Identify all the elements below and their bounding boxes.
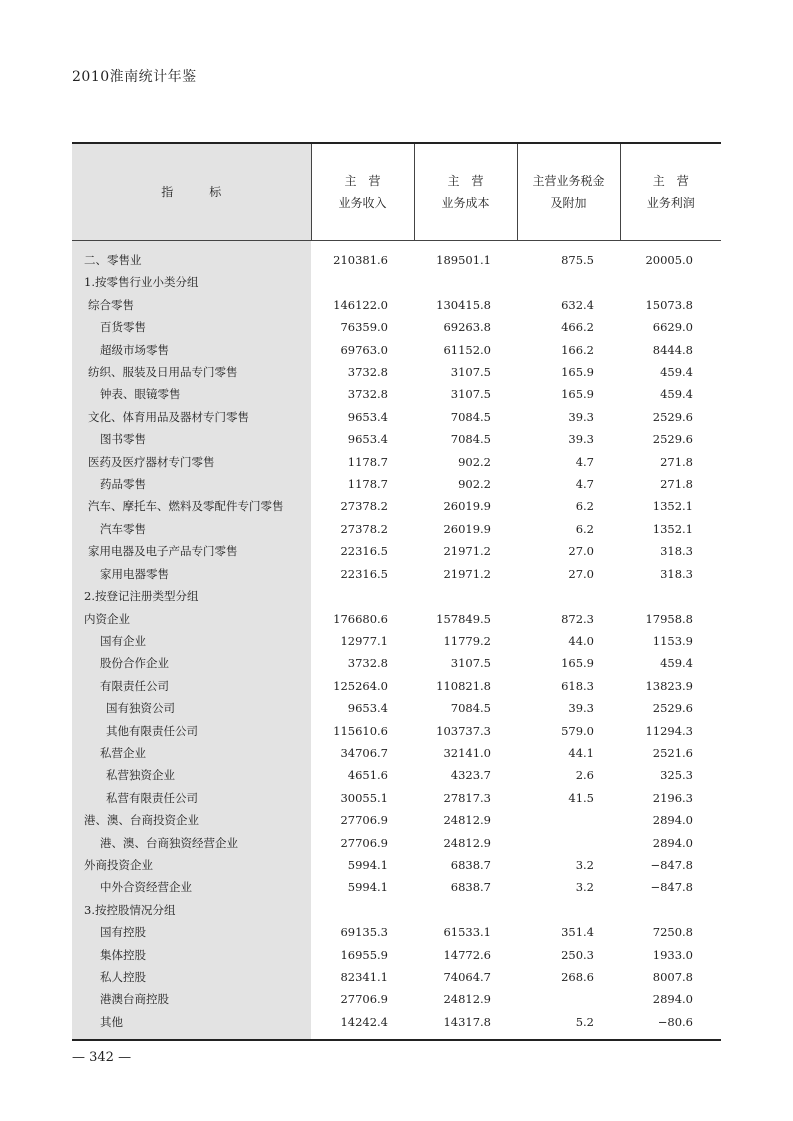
- row-label: 家用电器零售: [100, 566, 169, 581]
- row-label: 私营独资企业: [106, 768, 175, 783]
- table-row: [72, 787, 721, 809]
- statistics-table: [72, 144, 721, 1039]
- row-label: 国有控股: [100, 925, 146, 940]
- cell-value: −80.6: [657, 1014, 693, 1029]
- cell-value: 103737.3: [436, 723, 491, 738]
- cell-value: 3107.5: [450, 656, 491, 671]
- cell-value: 9653.4: [347, 701, 388, 716]
- cell-value: 6838.7: [450, 880, 491, 895]
- table-row: [72, 899, 721, 921]
- cell-value: [414, 271, 517, 293]
- cell-value: 61152.0: [443, 342, 491, 357]
- cell-value: 27378.2: [340, 499, 388, 514]
- cell-value: 3.2: [575, 880, 594, 895]
- table-row: [72, 608, 721, 630]
- column-header-3-line-1: 主营业务税金: [532, 174, 605, 188]
- table-header: [72, 144, 721, 241]
- cell-value: 2529.6: [652, 432, 693, 447]
- column-header-4-line-2: 业务利润: [646, 196, 695, 210]
- table-row: [72, 854, 721, 876]
- cell-value: 69135.3: [340, 925, 388, 940]
- cell-value: 2894.0: [652, 835, 693, 850]
- cell-value: 271.8: [660, 454, 693, 469]
- cell-value: 39.3: [568, 701, 594, 716]
- cell-value: 27706.9: [340, 813, 388, 828]
- cell-value: 125264.0: [333, 678, 388, 693]
- cell-value: 82341.1: [340, 970, 388, 984]
- cell-value: 27378.2: [340, 521, 388, 536]
- cell-value: 22316.5: [340, 544, 388, 559]
- table-row: [72, 495, 721, 517]
- table-header-row: [72, 144, 721, 241]
- cell-value: 27706.9: [340, 992, 388, 1007]
- row-label: 纺织、服装及日用品专门零售: [88, 365, 238, 380]
- cell-value: 268.6: [561, 970, 594, 984]
- cell-value: 26019.9: [443, 521, 491, 536]
- cell-value: 8007.8: [652, 970, 693, 984]
- cell-value: 32141.0: [443, 745, 491, 760]
- column-header-3-line-2: 及附加: [550, 196, 587, 210]
- row-label: 综合零售: [88, 297, 134, 312]
- cell-value: 2196.3: [652, 790, 693, 805]
- cell-value: 2521.6: [652, 745, 693, 760]
- row-label: 图书零售: [100, 432, 146, 447]
- table-row: [72, 832, 721, 854]
- cell-value: 17958.8: [645, 611, 693, 626]
- cell-value: 26019.9: [443, 499, 491, 514]
- cell-value: 3107.5: [450, 365, 491, 380]
- cell-value: [311, 271, 414, 293]
- cell-value: 146122.0: [333, 297, 388, 312]
- cell-value: −847.8: [650, 880, 693, 895]
- row-label: 私营有限责任公司: [106, 790, 198, 805]
- row-label: 超级市场零售: [100, 342, 169, 357]
- cell-value: 27.0: [568, 544, 594, 559]
- row-label: 港、澳、台商投资企业: [84, 813, 199, 828]
- cell-value: 165.9: [561, 387, 594, 402]
- cell-value: 459.4: [660, 656, 693, 671]
- cell-value: 1352.1: [652, 499, 693, 514]
- table-row: [72, 585, 721, 607]
- cell-value: 1153.9: [652, 633, 693, 648]
- cell-value: 27.0: [568, 566, 594, 581]
- row-label: 1.按零售行业小类分组: [84, 275, 199, 290]
- cell-value: 165.9: [561, 365, 594, 380]
- cell-value: 21971.2: [443, 544, 491, 559]
- row-label: 港、澳、台商独资经营企业: [100, 835, 238, 850]
- table-row: [72, 271, 721, 293]
- cell-value: 27706.9: [340, 835, 388, 850]
- cell-value: 2894.0: [652, 992, 693, 1007]
- page-number: — 342 —: [72, 1050, 132, 1065]
- row-label: 有限责任公司: [100, 678, 169, 693]
- cell-value: 115610.6: [333, 723, 388, 738]
- cell-value: 351.4: [561, 925, 594, 940]
- table-row: [72, 406, 721, 428]
- cell-value: [517, 271, 620, 293]
- table-row: [72, 518, 721, 540]
- row-label: 其他有限责任公司: [106, 723, 198, 738]
- cell-value: [517, 988, 620, 1010]
- cell-value: 902.2: [458, 454, 491, 469]
- cell-value: 271.8: [660, 477, 693, 492]
- cell-value: 872.3: [561, 611, 594, 626]
- table-row: [72, 720, 721, 742]
- cell-value: 1352.1: [652, 521, 693, 536]
- cell-value: 11779.2: [443, 633, 491, 648]
- cell-value: 6838.7: [450, 857, 491, 872]
- cell-value: 3.2: [575, 857, 594, 872]
- column-header-0: [72, 144, 311, 241]
- row-label: 国有企业: [100, 633, 146, 648]
- cell-value: 44.1: [568, 745, 594, 760]
- cell-value: 130415.8: [436, 297, 491, 312]
- table-row: [72, 944, 721, 966]
- cell-value: 618.3: [561, 678, 594, 693]
- row-label: 2.按登记注册类型分组: [84, 589, 199, 604]
- cell-value: 5994.1: [347, 880, 388, 895]
- cell-value: 5.2: [575, 1014, 594, 1029]
- table-row: [72, 473, 721, 495]
- table-row: [72, 988, 721, 1010]
- cell-value: 24812.9: [443, 835, 491, 850]
- column-header-0-part-1: 指: [161, 185, 174, 199]
- cell-value: [620, 271, 721, 293]
- column-header-1-line-1: 主 营: [344, 174, 381, 188]
- row-label: 股份合作企业: [100, 656, 169, 671]
- cell-value: 69263.8: [443, 320, 491, 335]
- table-row: [72, 563, 721, 585]
- row-label: 汽车、摩托车、燃料及零配件专门零售: [88, 499, 284, 514]
- cell-value: 16955.9: [340, 947, 388, 962]
- cell-value: 74064.7: [443, 970, 491, 984]
- cell-value: [620, 899, 721, 921]
- row-label: 集体控股: [100, 947, 146, 962]
- cell-value: 24812.9: [443, 992, 491, 1007]
- table-row: [72, 675, 721, 697]
- cell-value: 325.3: [660, 768, 693, 783]
- table-row: [72, 241, 721, 272]
- cell-value: 318.3: [660, 566, 693, 581]
- row-label: 内资企业: [84, 611, 130, 626]
- cell-value: 41.5: [568, 790, 594, 805]
- table-row: [72, 764, 721, 786]
- row-label: 国有独资公司: [106, 701, 175, 716]
- row-label: 家用电器及电子产品专门零售: [88, 544, 238, 559]
- row-label: 其他: [100, 1014, 123, 1029]
- table-row: [72, 742, 721, 764]
- cell-value: 875.5: [561, 253, 594, 267]
- row-label: 私营企业: [100, 745, 146, 760]
- cell-value: 459.4: [660, 365, 693, 380]
- row-label: 钟表、眼镜零售: [100, 387, 181, 402]
- row-label: 百货零售: [100, 320, 146, 335]
- cell-value: 20005.0: [645, 253, 693, 267]
- table-row: [72, 652, 721, 674]
- cell-value: 22316.5: [340, 566, 388, 581]
- column-header-3: [517, 144, 620, 241]
- cell-value: 250.3: [561, 947, 594, 962]
- cell-value: 3107.5: [450, 387, 491, 402]
- cell-value: [517, 832, 620, 854]
- cell-value: 4.7: [575, 454, 594, 469]
- cell-value: 6.2: [575, 499, 594, 514]
- row-label: 文化、体育用品及器材专门零售: [88, 409, 249, 424]
- cell-value: 2529.6: [652, 409, 693, 424]
- table-row: [72, 809, 721, 831]
- cell-value: 12977.1: [340, 633, 388, 648]
- table-row: [72, 383, 721, 405]
- table-row: [72, 540, 721, 562]
- cell-value: 9653.4: [347, 409, 388, 424]
- row-label: 医药及医疗器材专门零售: [88, 454, 215, 469]
- column-header-2-line-1: 主 营: [447, 174, 484, 188]
- table-row: [72, 316, 721, 338]
- cell-value: 61533.1: [443, 925, 491, 940]
- cell-value: 14317.8: [443, 1014, 491, 1029]
- cell-value: 14772.6: [443, 947, 491, 962]
- cell-value: 4323.7: [450, 768, 491, 783]
- cell-value: 24812.9: [443, 813, 491, 828]
- table-row: [72, 339, 721, 361]
- cell-value: 1178.7: [347, 477, 388, 492]
- cell-value: 4651.6: [347, 768, 388, 783]
- cell-value: 34706.7: [340, 745, 388, 760]
- cell-value: 318.3: [660, 544, 693, 559]
- cell-value: 579.0: [561, 723, 594, 738]
- row-label: 私人控股: [100, 970, 146, 984]
- cell-value: 76359.0: [340, 320, 388, 335]
- table-row: [72, 428, 721, 450]
- column-header-4: [620, 144, 721, 241]
- column-header-0-part-2: 标: [209, 185, 222, 199]
- cell-value: 1178.7: [347, 454, 388, 469]
- table-row: [72, 697, 721, 719]
- row-label: 3.按控股情况分组: [84, 902, 176, 917]
- cell-value: 166.2: [561, 342, 594, 357]
- cell-value: 39.3: [568, 409, 594, 424]
- cell-value: 11294.3: [645, 723, 693, 738]
- cell-value: [517, 585, 620, 607]
- cell-value: 30055.1: [340, 790, 388, 805]
- cell-value: 6629.0: [652, 320, 693, 335]
- cell-value: [311, 585, 414, 607]
- cell-value: 1933.0: [652, 947, 693, 962]
- cell-value: 13823.9: [645, 678, 693, 693]
- column-header-1-line-2: 业务收入: [338, 196, 387, 210]
- cell-value: 632.4: [561, 297, 594, 312]
- table-row: [72, 966, 721, 988]
- cell-value: 2894.0: [652, 813, 693, 828]
- cell-value: 165.9: [561, 656, 594, 671]
- cell-value: [620, 585, 721, 607]
- cell-value: 110821.8: [436, 678, 491, 693]
- cell-value: 2.6: [575, 768, 594, 783]
- cell-value: 39.3: [568, 432, 594, 447]
- cell-value: 7084.5: [450, 409, 491, 424]
- cell-value: [517, 809, 620, 831]
- cell-value: 4.7: [575, 477, 594, 492]
- cell-value: 902.2: [458, 477, 491, 492]
- row-label: 外商投资企业: [84, 857, 153, 872]
- cell-value: 14242.4: [340, 1014, 388, 1029]
- table-row: [72, 876, 721, 898]
- cell-value: 44.0: [568, 633, 594, 648]
- cell-value: 176680.6: [333, 611, 388, 626]
- cell-value: 8444.8: [652, 342, 693, 357]
- cell-value: [517, 899, 620, 921]
- column-header-2-line-2: 业务成本: [441, 196, 490, 210]
- cell-value: 459.4: [660, 387, 693, 402]
- cell-value: 7084.5: [450, 701, 491, 716]
- table-row: [72, 451, 721, 473]
- column-header-2: [414, 144, 517, 241]
- cell-value: 69763.0: [340, 342, 388, 357]
- cell-value: 3732.8: [347, 656, 388, 671]
- table-row: [72, 921, 721, 943]
- table-row: [72, 1011, 721, 1039]
- row-label: 药品零售: [100, 477, 146, 492]
- row-label: 中外合资经营企业: [100, 880, 192, 895]
- cell-value: 9653.4: [347, 432, 388, 447]
- table-row: [72, 361, 721, 383]
- cell-value: 5994.1: [347, 857, 388, 872]
- cell-value: 2529.6: [652, 701, 693, 716]
- table-row: [72, 630, 721, 652]
- cell-value: 210381.6: [333, 253, 388, 267]
- table-body: [72, 241, 721, 1040]
- table-row: [72, 294, 721, 316]
- row-label: 汽车零售: [100, 521, 146, 536]
- cell-value: 189501.1: [436, 253, 491, 267]
- row-label: 港澳台商控股: [100, 992, 169, 1007]
- cell-value: 7250.8: [652, 925, 693, 940]
- cell-value: 27817.3: [443, 790, 491, 805]
- cell-value: 21971.2: [443, 566, 491, 581]
- cell-value: −847.8: [650, 857, 693, 872]
- row-label: 二、零售业: [84, 253, 142, 267]
- cell-value: 3732.8: [347, 387, 388, 402]
- statistics-table-container: [72, 142, 721, 1041]
- column-header-4-line-1: 主 营: [652, 174, 689, 188]
- cell-value: 157849.5: [436, 611, 491, 626]
- cell-value: 6.2: [575, 521, 594, 536]
- running-head: 2010淮南统计年鉴: [72, 69, 197, 85]
- cell-value: [414, 585, 517, 607]
- cell-value: 3732.8: [347, 365, 388, 380]
- column-header-1: [311, 144, 414, 241]
- cell-value: [311, 899, 414, 921]
- cell-value: 466.2: [561, 320, 594, 335]
- cell-value: [414, 899, 517, 921]
- cell-value: 7084.5: [450, 432, 491, 447]
- cell-value: 15073.8: [645, 297, 693, 312]
